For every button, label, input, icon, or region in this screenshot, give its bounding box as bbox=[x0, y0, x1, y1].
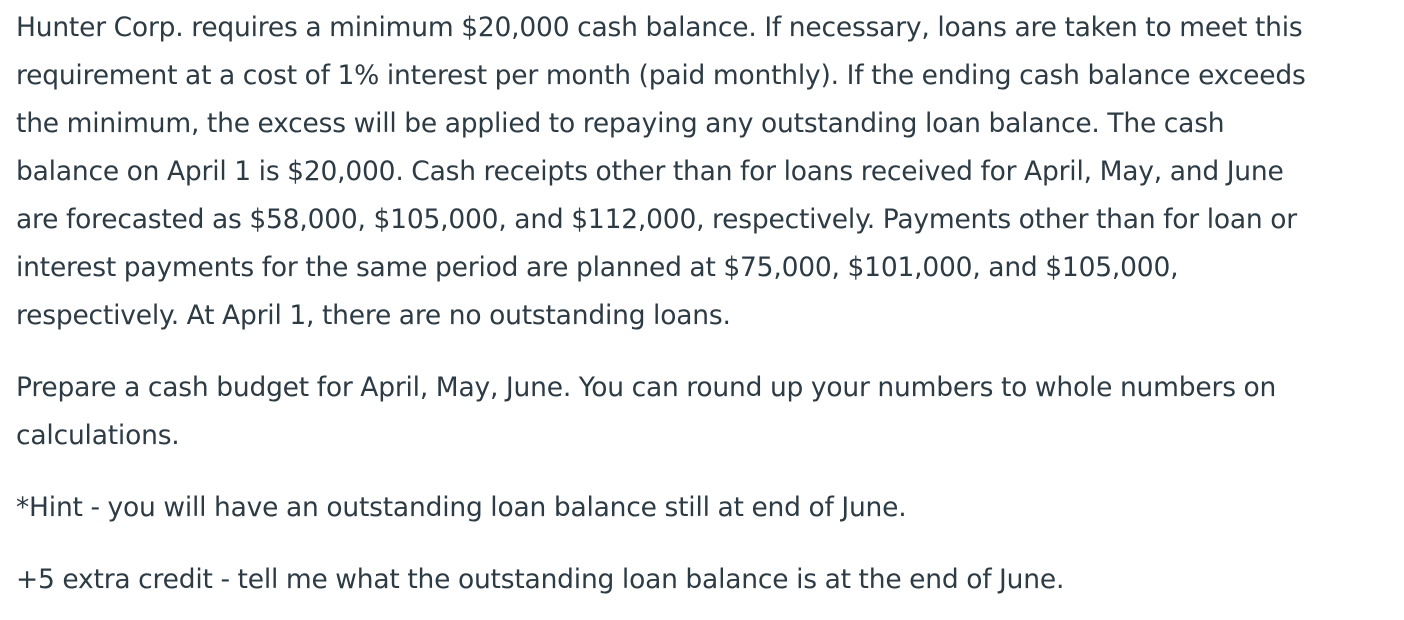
extra-credit-text bbox=[16, 556, 1404, 604]
task-instruction bbox=[16, 364, 1404, 460]
description-line: are forecasted as $58,000, $105,000, and $112,000, respectively. Payments other than for loan or bbox=[16, 204, 1297, 235]
hint-line: *Hint - you will have an outstanding loan balance still at end of June. bbox=[16, 492, 907, 523]
problem-description bbox=[16, 4, 1404, 340]
description-line: requirement at a cost of 1% interest per month (paid monthly). If the ending cash balance exceeds bbox=[16, 60, 1306, 91]
extra-credit-line: +5 extra credit - tell me what the outstanding loan balance is at the end of June. bbox=[16, 564, 1065, 595]
description-line: Hunter Corp. requires a minimum $20,000 cash balance. If necessary, loans are taken to meet this bbox=[16, 12, 1303, 43]
description-line: the minimum, the excess will be applied to repaying any outstanding loan balance. The cash bbox=[16, 108, 1225, 139]
description-line: respectively. At April 1, there are no outstanding loans. bbox=[16, 300, 731, 331]
description-line: interest payments for the same period are planned at $75,000, $101,000, and $105,000, bbox=[16, 252, 1179, 283]
hint-text bbox=[16, 484, 1404, 532]
description-line: balance on April 1 is $20,000. Cash receipts other than for loans received for April, May, and June bbox=[16, 156, 1284, 187]
instruction-line: calculations. bbox=[16, 420, 180, 451]
instruction-line: Prepare a cash budget for April, May, June. You can round up your numbers to whole numbers on bbox=[16, 372, 1277, 403]
